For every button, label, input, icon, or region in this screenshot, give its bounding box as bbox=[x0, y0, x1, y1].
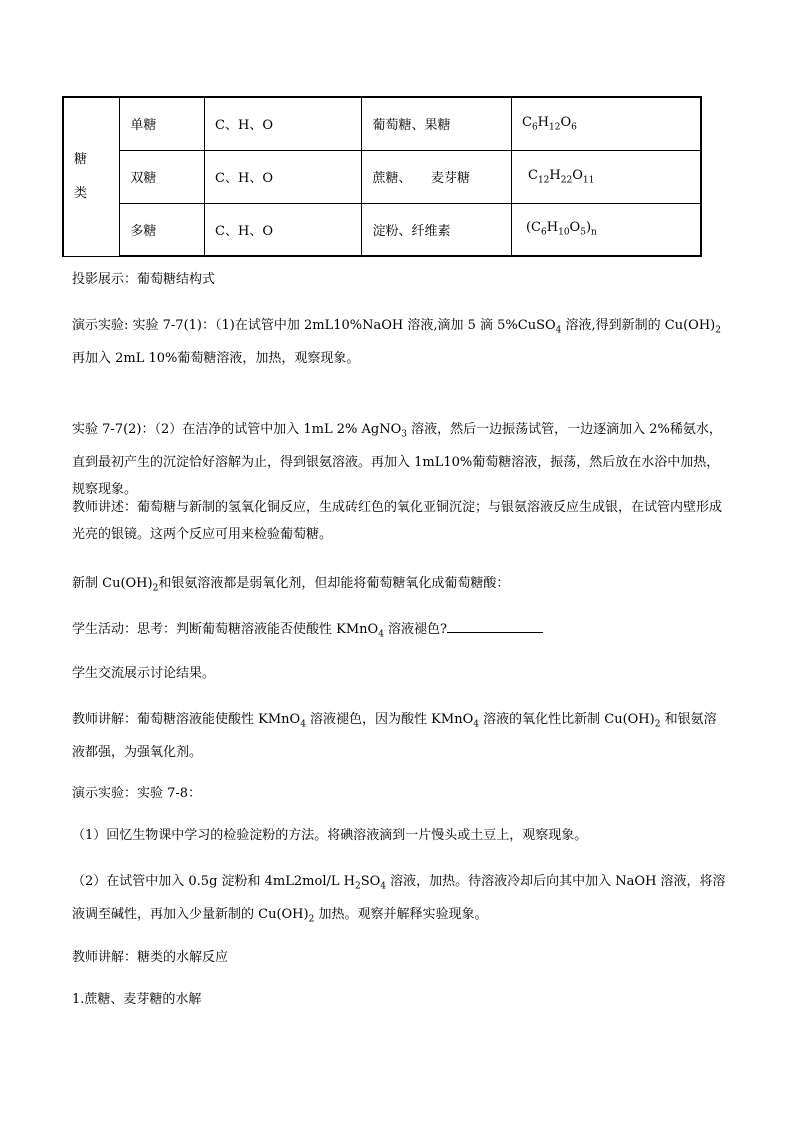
paragraph bbox=[72, 266, 726, 293]
paragraph bbox=[72, 616, 726, 649]
examples-cell: 蔗糖、 麦芽糖 bbox=[362, 150, 512, 203]
subscript: 3 bbox=[401, 429, 407, 440]
paragraph bbox=[72, 780, 726, 807]
subscript: 4 bbox=[555, 325, 562, 336]
sugar-type-cell: 单糖 bbox=[120, 97, 205, 150]
subscript: 4 bbox=[473, 719, 479, 730]
subscript: 12 bbox=[549, 122, 561, 133]
text-run: ) bbox=[585, 220, 592, 236]
text-run: O bbox=[572, 167, 583, 183]
subscript: 2 bbox=[654, 719, 661, 730]
paragraph bbox=[72, 416, 726, 503]
text-run: 溶液，加热。待溶液冷却后向其中加入 NaOH 溶液，将溶液调至碱性，再加入少量新制的 Cu(OH) bbox=[72, 874, 726, 922]
text-run: SO bbox=[360, 874, 381, 889]
text-run: 学生交流展示讨论结果。 bbox=[72, 666, 216, 681]
category-cell bbox=[63, 97, 120, 256]
table-row bbox=[63, 97, 701, 150]
elements-cell: C、H、O bbox=[205, 203, 362, 256]
subscript: 2 bbox=[715, 325, 721, 336]
formula-cell bbox=[511, 97, 701, 150]
subscript: 5 bbox=[580, 228, 586, 239]
subscript: 6 bbox=[541, 228, 547, 239]
text-run: H bbox=[537, 114, 550, 130]
subscript: 11 bbox=[582, 175, 595, 186]
text-run: 溶液，然后一边振荡试管，一边逐滴加入 2%稀氨水，直到最初产生的沉淀恰好溶解为止，得到银氨溶液。再加入 1mL10%葡萄糖溶液，振荡，然后放在水浴中加热，规察现象。 bbox=[72, 422, 722, 497]
text-run: 再加入 2mL 10%葡萄糖溶液，加热，观察现象。 bbox=[72, 350, 360, 366]
subscript: 2 bbox=[354, 881, 361, 892]
examples-cell: 葡萄糖、果糖 bbox=[362, 97, 512, 150]
text-run: 学生活动：思考：判断葡萄糖溶液能否使酸性 KMnO bbox=[72, 622, 379, 637]
paragraph bbox=[72, 494, 726, 548]
formula-cell bbox=[511, 150, 701, 203]
paragraph bbox=[72, 944, 726, 971]
text-run: O bbox=[560, 114, 572, 130]
subscript: 4 bbox=[378, 629, 384, 640]
subscript: 22 bbox=[560, 175, 573, 186]
text-run: (C bbox=[525, 220, 542, 236]
text-run: H bbox=[549, 167, 561, 183]
paragraph bbox=[72, 660, 726, 687]
text-run: C bbox=[527, 167, 538, 183]
paragraph bbox=[72, 706, 726, 766]
subscript: 4 bbox=[300, 719, 306, 730]
table-row bbox=[63, 150, 701, 203]
subscript: n bbox=[591, 228, 597, 239]
text-run: 实验 7-7(2)：（2）在洁净的试管中加入 1mL 2% AgNO bbox=[72, 422, 402, 437]
text-run: 投影展示：葡萄糖结构式 bbox=[72, 272, 216, 287]
subscript: 2 bbox=[308, 914, 315, 925]
paragraph bbox=[72, 822, 726, 849]
text-run: 教师讲解：葡萄糖溶液能使酸性 KMnO bbox=[72, 712, 301, 727]
text-run: 新制 Cu(OH) bbox=[72, 576, 153, 591]
elements-cell: C、H、O bbox=[205, 97, 362, 150]
paragraph bbox=[72, 570, 726, 603]
paragraph bbox=[72, 868, 726, 933]
subscript: 4 bbox=[380, 881, 387, 892]
sugar-type-cell: 双糖 bbox=[120, 150, 205, 203]
text-run: 溶液褪色? bbox=[383, 622, 448, 637]
answer-blank bbox=[447, 618, 543, 633]
text-run: 1.蔗糖、麦芽糖的水解 bbox=[72, 992, 202, 1007]
paragraph bbox=[72, 312, 726, 372]
formula-cell bbox=[511, 203, 701, 256]
subscript: 12 bbox=[537, 175, 550, 186]
text-run: 和银氨溶液都强，为强氧化剂。 bbox=[72, 712, 717, 760]
text-run: C bbox=[521, 114, 532, 130]
subscript: 6 bbox=[571, 122, 577, 133]
subscript: 2 bbox=[152, 583, 159, 594]
text-run: （2）在试管中加入 0.5g 淀粉和 4mL2mol/L H bbox=[72, 874, 355, 889]
elements-cell: C、H、O bbox=[205, 150, 362, 203]
category-char: 类 bbox=[74, 185, 88, 201]
category-char: 糖 bbox=[74, 151, 88, 167]
text-run: 演示实验：实验 7-8： bbox=[72, 786, 202, 801]
text-run: 演示实验: 实验 7-7(1)：（1)在试管中加 2mL10%NaOH 溶液,滴加 5 滴 5%CuSO bbox=[72, 318, 556, 333]
text-run: 教师讲述：葡萄糖与新制的氢氧化铜反应，生成砖红色的氧化亚铜沉淀；与银氨溶液反应生成银，在试管内壁形成光亮的银镜。这两个反应可用来检验葡萄糖。 bbox=[72, 500, 723, 542]
table-row bbox=[63, 203, 701, 256]
text-run: 加热。观察并解释实验现象。 bbox=[314, 906, 488, 922]
text-run: H bbox=[546, 220, 559, 236]
sugar-type-cell: 多糖 bbox=[120, 203, 205, 256]
subscript: 10 bbox=[558, 228, 570, 239]
text-run: 溶液的氧化性比新制 Cu(OH) bbox=[478, 712, 655, 727]
sugar-classification-table bbox=[62, 96, 702, 257]
text-run: O bbox=[569, 220, 581, 236]
paragraph bbox=[72, 986, 726, 1013]
text-run: （1）回忆生物课中学习的检验淀粉的方法。将碘溶液滴到一片慢头或土豆上，观察现象。 bbox=[72, 828, 588, 843]
examples-cell: 淀粉、纤维素 bbox=[362, 203, 512, 256]
text-run: 溶液,得到新制的 Cu(OH) bbox=[561, 318, 716, 333]
text-run: 教师讲解：糖类的水解反应 bbox=[72, 950, 229, 965]
text-run: 溶液褪色，因为酸性 KMnO bbox=[305, 712, 474, 727]
subscript: 6 bbox=[531, 122, 538, 133]
text-run: 和银氨溶液都是弱氧化剂，但却能将葡萄糖氧化成葡萄糖酸： bbox=[158, 576, 510, 591]
